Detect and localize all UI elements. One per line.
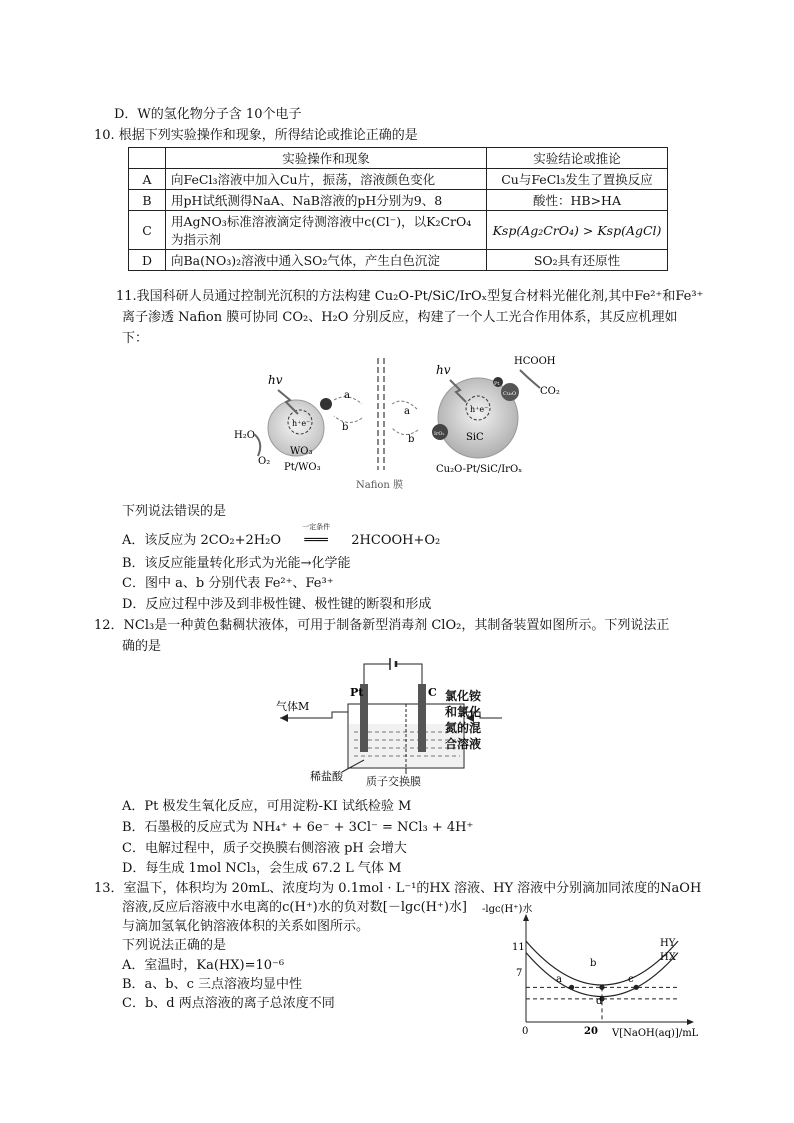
x-tick-label: 20 (584, 1026, 598, 1037)
row-operation: 用pH试纸测得NaA、NaB溶液的pH分别为9、8 (166, 190, 487, 211)
catalyst-label: Cu₂O-Pt/SiC/IrOₓ (436, 464, 523, 475)
q12-option-b: B．石墨极的反应式为 NH₄⁺ + 6e⁻ + 3Cl⁻ = NCl₃ + 4H⁺ (122, 820, 474, 835)
point-label-a: a (556, 974, 562, 985)
q13-stem-line3: 与滴加氢氧化钠溶液体积的关系如图所示。 (122, 919, 370, 934)
table-row (129, 169, 668, 190)
point-label-b: b (590, 958, 597, 969)
row-operation: 向FeCl₃溶液中加入Cu片，振荡，溶液颜色变化 (166, 169, 487, 190)
ptwo3-label: Pt/WO₃ (284, 462, 321, 473)
c-electrode (418, 684, 426, 752)
reaction-arrow-icon (520, 370, 540, 388)
y-axis-label: -lgc(H⁺)水 (482, 904, 533, 915)
row-label: C (129, 211, 166, 250)
o2-label: O₂ (258, 456, 271, 467)
q11-option-b: B．该反应能量转化形式为光能→化学能 (122, 556, 351, 571)
q9-option-d: D．W的氢化物分子含 10个电子 (114, 107, 302, 122)
row-label: B (129, 190, 166, 211)
row-label: A (129, 169, 166, 190)
q12-option-a: A．Pt 极发生氧化反应，可用淀粉-KI 试纸检验 M (122, 799, 412, 814)
x-axis-arrow-icon (687, 1019, 694, 1025)
q11-option-a (122, 523, 441, 550)
a-label-right: a (404, 406, 410, 417)
row-operation: 向Ba(NO₃)₂溶液中通入SO₂气体，产生白色沉淀 (166, 250, 487, 271)
x-tick-label: 0 (522, 1026, 529, 1037)
mix-label-4: 合溶液 (445, 737, 482, 751)
table-header-cell: 实验操作和现象 (166, 148, 487, 169)
row-operation (166, 211, 487, 250)
mix-label-2: 和氯化 (445, 705, 482, 719)
q12-stem-line1: 12．NCl₃是一种黄色黏稠状液体，可用于制备新型消毒剂 ClO₂，其制备装置如图所示。下列说法正 (94, 618, 670, 633)
co2-label: CO₂ (540, 386, 560, 397)
q11-option-d: D．反应过程中涉及到非极性键、极性键的断裂和形成 (122, 597, 432, 612)
pt-label: Pt (494, 381, 500, 387)
q12-option-c: C．电解过程中，质子交换膜右侧溶液 pH 会增大 (122, 841, 407, 856)
q11-option-c: C．图中 a、b 分别代表 Fe²⁺、Fe³⁺ (122, 576, 334, 591)
q13-prompt: 下列说法正确的是 (122, 938, 227, 953)
y-tick-label: 7 (516, 968, 523, 979)
hcooh-label: HCOOH (514, 356, 556, 367)
row-operation-line: 为指示剂 (171, 232, 222, 247)
mix-label-1: 氯化铵 (445, 689, 482, 703)
row-conclusion: Cu与FeCl₃发生了置换反应 (487, 169, 668, 190)
gas-m-label: 气体M (276, 700, 310, 713)
x-axis-label: V[NaOH(aq)]/mL (612, 1028, 699, 1039)
q11-stem-line3: 下： (122, 331, 149, 346)
pt-dot-icon (320, 398, 332, 410)
wo3-label: WO₃ (290, 446, 313, 457)
q11-option-a-right: 2HCOOH+O₂ (351, 533, 441, 548)
table-row (129, 190, 668, 211)
q12-option-d: D．每生成 1mol NCl₃，会生成 67.2 L 气体 M (122, 861, 402, 876)
legend-hx: HX (660, 952, 676, 963)
circuit-wire (396, 664, 422, 684)
q11-stem-line1: 11.我国科研人员通过控制光沉积的方法构建 Cu₂O-Pt/SiC/IrOₓ型复合材料光催化剂,其中Fe²⁺和Fe³⁺ (116, 289, 704, 304)
q13-stem-line1: 13．室温下，体积均为 20mL、浓度均为 0.1mol · L⁻¹的HX 溶液、HY 溶液中分别滴加同浓度的NaOH (94, 881, 702, 896)
q10-stem: 10. 根据下列实验操作和现象，所得结论或推论正确的是 (94, 128, 418, 143)
outlet-arrow-icon (280, 714, 288, 722)
q11-option-a-left: A．该反应为 2CO₂+2H₂O (122, 533, 281, 548)
row-operation-line: 用AgNO₃标准溶液滴定待测溶液中c(Cl⁻)，以K₂CrO₄ (171, 214, 472, 229)
row-label: D (129, 250, 166, 271)
table-row (129, 250, 668, 271)
mix-label-3: 氮的混 (445, 721, 482, 735)
exciton-label: h⁺e⁻ (292, 419, 311, 428)
acid-label: 稀盐酸 (310, 770, 343, 783)
exciton-label: h⁺e⁻ (470, 405, 489, 414)
q13-option-c: C．b、d 两点溶液的离子总浓度不同 (122, 996, 335, 1011)
hv-left-label: hv (268, 373, 283, 387)
row-conclusion: Ksp(Ag₂CrO₄) > Ksp(AgCl) (487, 211, 668, 250)
nafion-label: Nafion 膜 (356, 480, 404, 491)
y-tick-label: 11 (512, 942, 525, 953)
pt-label: Pt (350, 686, 364, 699)
q13-stem-line2: 溶液,反应后溶液中水电离的c(H⁺)水的负对数[－lgc(H⁺)水] (122, 900, 468, 915)
y-axis-arrow-icon (523, 914, 529, 921)
data-point (569, 985, 574, 990)
q13-chart (478, 900, 718, 1040)
reaction-arrow-icon (254, 434, 260, 456)
reaction-condition: 一定条件 ═══ (285, 532, 347, 550)
q13-option-a: A．室温时，Ka(HX)=10⁻⁶ (122, 958, 285, 973)
q11-stem-line2: 离子渗透 Nafion 膜可协同 CO₂、H₂O 分别反应，构建了一个人工光合作用体系，其反应机理如 (122, 310, 678, 325)
b-label-left: b (342, 422, 349, 433)
q12-stem-line2: 确的是 (122, 639, 162, 654)
irox-label: IrOₓ (434, 431, 445, 437)
condition-label: 一定条件 (302, 523, 331, 531)
h2o-label: H₂O (234, 430, 255, 441)
q11-prompt: 下列说法错误的是 (122, 504, 227, 519)
a-label-left: a (344, 390, 350, 401)
data-point (634, 985, 639, 990)
q10-table (128, 147, 668, 271)
data-point (599, 985, 604, 990)
point-label-d: d (596, 996, 603, 1007)
membrane-label: 质子交换膜 (366, 775, 421, 788)
cu2o-label: Cu₂O (503, 391, 517, 397)
b-label-right: b (408, 434, 415, 445)
table-header-cell (129, 148, 166, 169)
table-row (129, 211, 668, 250)
table-header-row (129, 148, 668, 169)
table-header-cell: 实验结论或推论 (487, 148, 668, 169)
row-conclusion: 酸性：HB>HA (487, 190, 668, 211)
q13-option-b: B．a、b、c 三点溶液均显中性 (122, 977, 303, 992)
point-label-c: c (628, 974, 634, 985)
legend-hy: HY (660, 938, 676, 949)
circuit-wire (364, 664, 390, 684)
hv-right-label: hv (436, 363, 451, 377)
series-line-hy (526, 941, 678, 985)
sic-label: SiC (466, 432, 484, 443)
c-label: C (428, 686, 437, 699)
row-conclusion: SO₂具有还原性 (487, 250, 668, 271)
q11-mechanism-figure (228, 352, 568, 494)
